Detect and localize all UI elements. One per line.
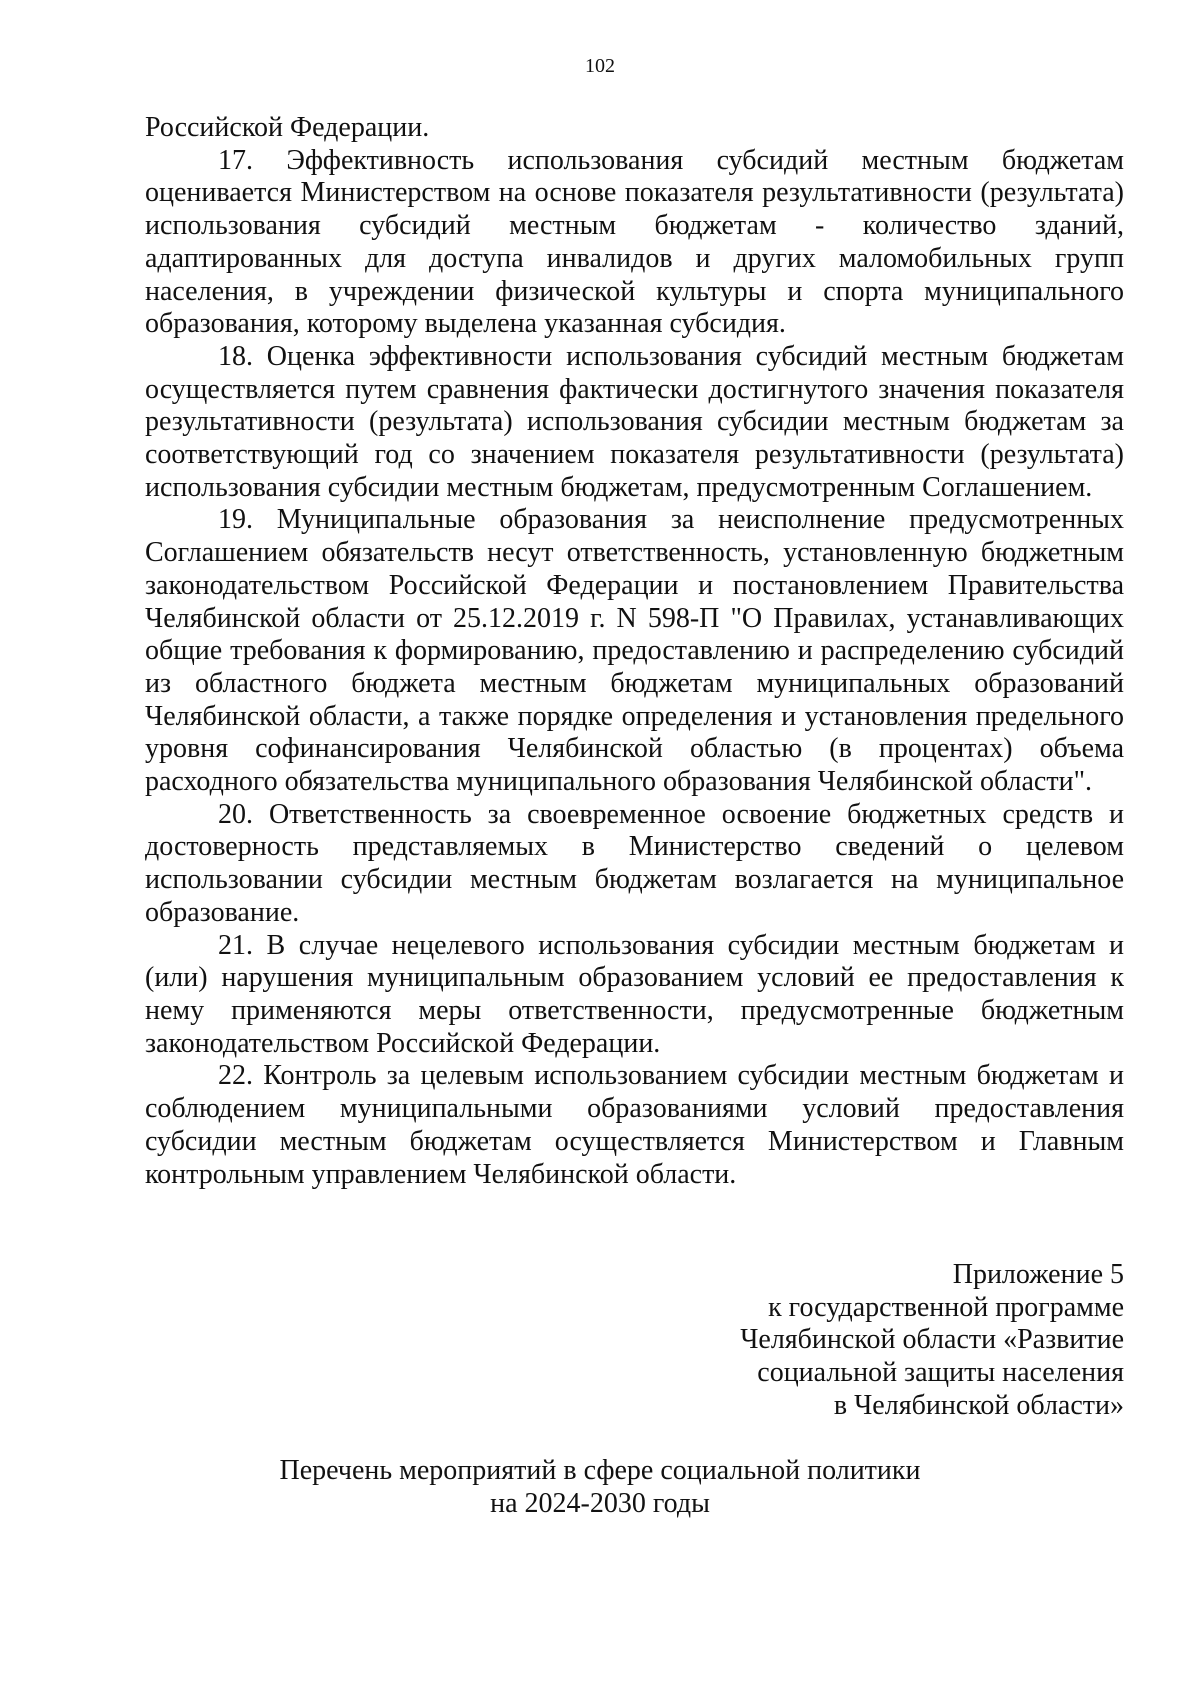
paragraph-20: 20. Ответственность за своевременное освоение бюджетных средств и достоверность представляемых в Министерство сведений о целевом использовании субсидии местным бюджетам возлагается на муниципальное образование. [145, 798, 1124, 928]
document-body [145, 112, 1124, 1191]
appendix-line: Приложение 5 [952, 1259, 1124, 1290]
paragraph-21: 21. В случае нецелевого использования субсидии местным бюджетам и (или) нарушения муниципальным образованием условий ее предоставления к нему применяются меры ответственности, предусмотренные бюджетным законодательством Российской Федерации. [145, 929, 1124, 1059]
paragraph-18: 18. Оценка эффективности использования субсидий местным бюджетам осуществляется путем сравнения фактически достигнутого значения показателя результативности (результата) использования субсидии местным бюджетам за соответствующий год со значением показателя результативности (результата) использования субсидии местным бюджетам, предусмотренным Соглашением. [145, 340, 1124, 503]
paragraph-22: 22. Контроль за целевым использованием субсидии местным бюджетам и соблюдением муниципальными образованиями условий предоставления субсидии местным бюджетам осуществляется Министерством и Главным контрольным управлением Челябинской области. [145, 1060, 1124, 1190]
paragraph-continuation: Российской Федерации. [145, 112, 430, 143]
paragraph-17: 17. Эффективность использования субсидий местным бюджетам оценивается Министерством на основе показателя результативности (результата) использования субсидий местным бюджетам - количество зданий, адаптированных для доступа инвалидов и других маломобильных групп населения, в учреждении физической культуры и спорта муниципального образования, которому выделена указанная субсидия. [145, 144, 1124, 340]
appendix-line: к государственной программе [768, 1291, 1124, 1323]
appendix-line: Челябинской области «Развитие [740, 1324, 1124, 1356]
page-number: 102 [585, 55, 615, 77]
document-title [0, 1455, 1200, 1520]
paragraph-19: 19. Муниципальные образования за неисполнение предусмотренных Соглашением обязательств несут ответственность, установленную бюджетным законодательством Российской Федерации и постановлением Правительства Челябинской области от 25.12.2019 г. N 598-П "О Правилах, устанавливающих общие требования к формированию, предоставлению и распределению субсидий из областного бюджета местным бюджетам муниципальных образований Челябинской области, а также порядке определения и установления предельного уровня софинансирования Челябинской областью (в процентах) объема расходного обязательства муниципального образования Челябинской области". [145, 504, 1124, 798]
title-line: Перечень мероприятий в сфере социальной политики [279, 1455, 921, 1486]
title-line: на 2024-2030 годы [490, 1487, 710, 1519]
appendix-heading [524, 1259, 1124, 1423]
appendix-line: социальной защиты населения [757, 1357, 1124, 1389]
appendix-line: в Челябинской области» [833, 1389, 1124, 1421]
